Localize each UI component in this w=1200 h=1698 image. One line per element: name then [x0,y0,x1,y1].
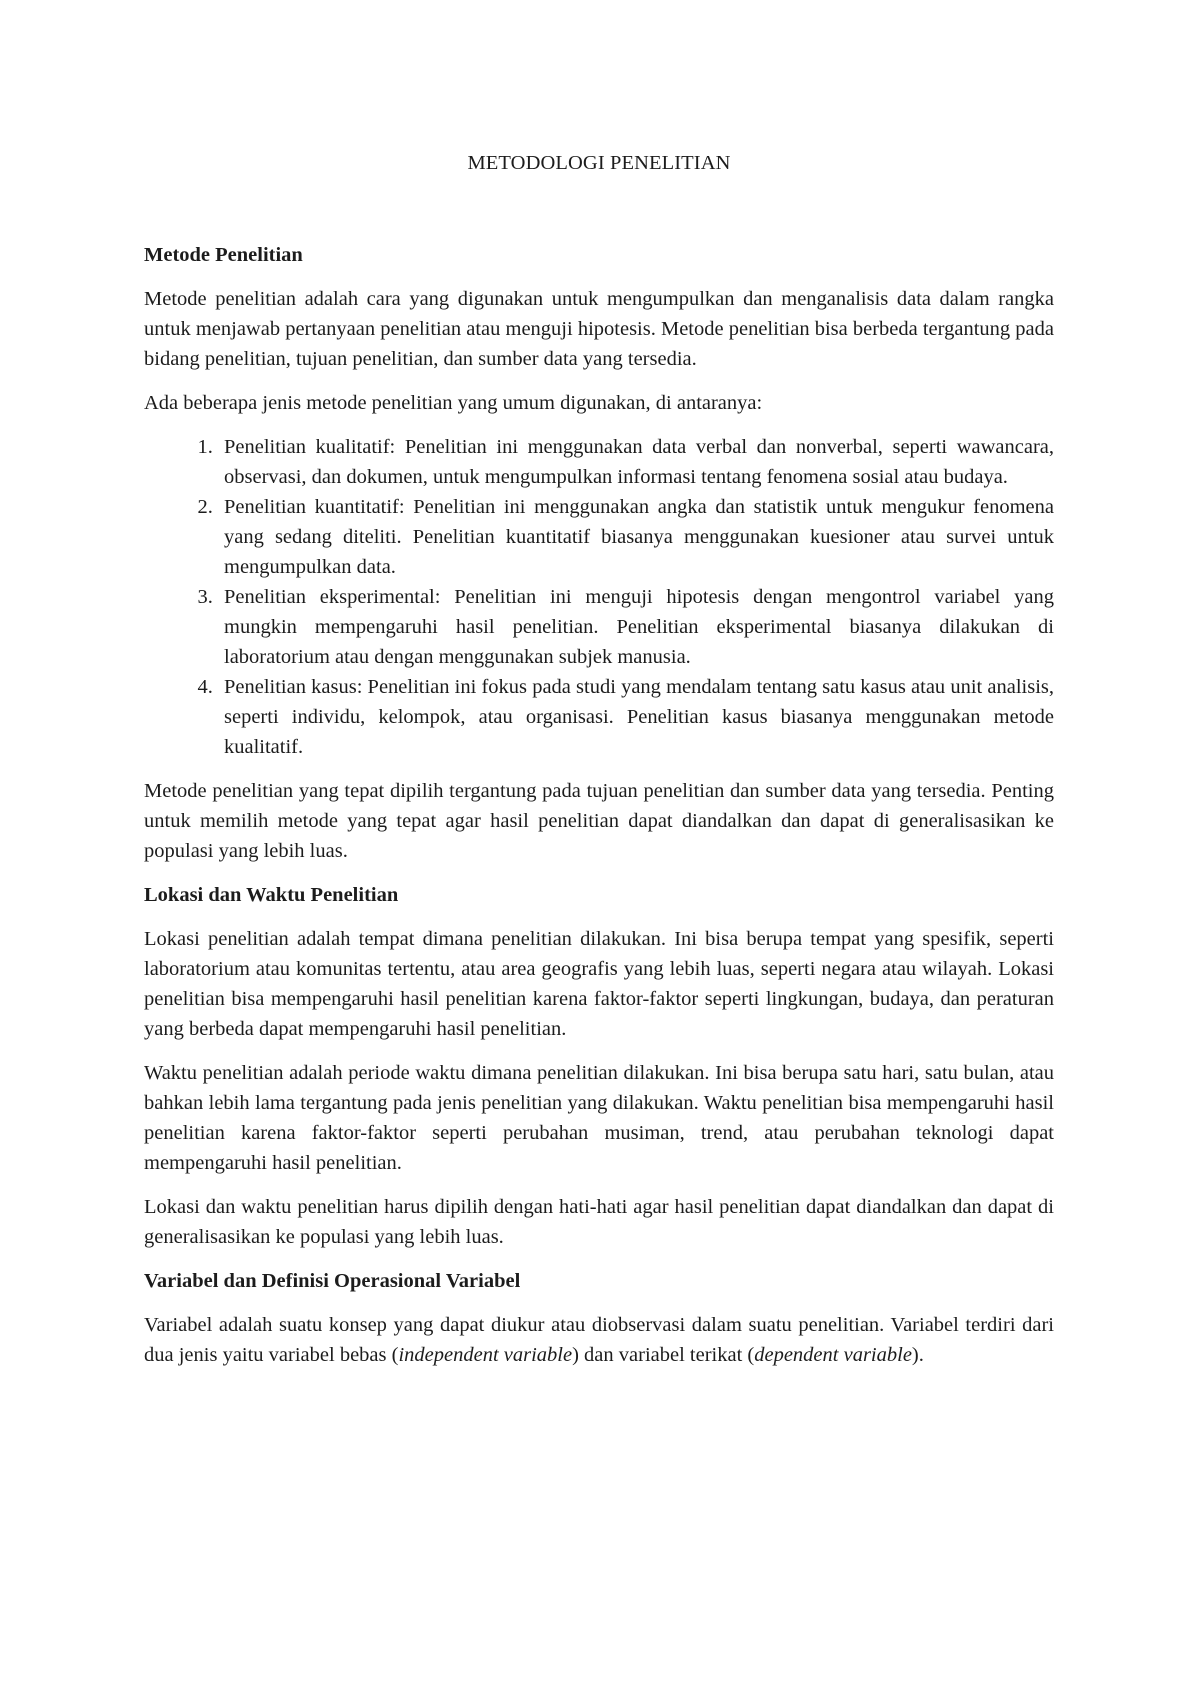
paragraph: Lokasi penelitian adalah tempat dimana penelitian dilakukan. Ini bisa berupa tempat yang spesifik, seperti laboratorium atau komunitas tertentu, atau area geografis yang lebih luas, seperti negara atau wilayah. Lokasi penelitian bisa mempengaruhi hasil penelitian karena faktor-faktor seperti lingkungan, budaya, dan peraturan yang berbeda dapat mempengaruhi hasil penelitian. [144,928,1054,1040]
list-item: 1. Penelitian kualitatif: Penelitian ini menggunakan data verbal dan nonverbal, seperti wawancara, observasi, dan dokumen, untuk mengumpulkan informasi tentang fenomena sosial atau budaya. [218,432,1054,492]
section-heading-metode: Metode Penelitian [144,244,303,266]
text-run: Variabel adalah suatu konsep yang dapat diukur atau diobservasi dalam suatu penelitian. Variabel terdiri dari dua jenis yaitu variabel bebas ( [144,1314,1054,1366]
document-content [144,148,1054,1384]
paragraph [144,1310,1054,1370]
paragraph: Ada beberapa jenis metode penelitian yang umum digunakan, di antaranya: [144,392,763,414]
list-item: 4. Penelitian kasus: Penelitian ini fokus pada studi yang mendalam tentang satu kasus atau unit analisis, seperti individu, kelompok, atau organisasi. Penelitian kasus biasanya menggunakan metode kualitatif. [218,672,1054,762]
text-run: ) dan variabel terikat ( [572,1344,755,1366]
italic-term: dependent variable [754,1344,912,1366]
list-item: 3. Penelitian eksperimental: Penelitian ini menguji hipotesis dengan mengontrol variabel yang mungkin mempengaruhi hasil penelitian. Penelitian eksperimental biasanya dilakukan di laboratorium atau dengan menggunakan subjek manusia. [218,582,1054,672]
document-title: METODOLOGI PENELITIAN [467,152,731,174]
list-item: 2. Penelitian kuantitatif: Penelitian ini menggunakan angka dan statistik untuk mengukur fenomena yang sedang diteliti. Penelitian kuantitatif biasanya menggunakan kuesioner atau survei untuk mengumpulkan data. [218,492,1054,582]
section-heading-lokasi: Lokasi dan Waktu Penelitian [144,884,399,906]
text-run: ). [911,1344,924,1366]
section-heading-variabel: Variabel dan Definisi Operasional Variabel [144,1270,521,1292]
paragraph: Metode penelitian adalah cara yang digunakan untuk mengumpulkan dan menganalisis data dalam rangka untuk menjawab pertanyaan penelitian atau menguji hipotesis. Metode penelitian bisa berbeda tergantung pada bidang penelitian, tujuan penelitian, dan sumber data yang tersedia. [144,288,1054,370]
paragraph: Waktu penelitian adalah periode waktu dimana penelitian dilakukan. Ini bisa berupa satu hari, satu bulan, atau bahkan lebih lama tergantung pada jenis penelitian yang dilakukan. Waktu penelitian bisa mempengaruhi hasil penelitian karena faktor-faktor seperti perubahan musiman, trend, atau perubahan teknologi dapat mempengaruhi hasil penelitian. [144,1062,1054,1174]
paragraph: Lokasi dan waktu penelitian harus dipilih dengan hati-hati agar hasil penelitian dapat diandalkan dan dapat di generalisasikan ke populasi yang lebih luas. [144,1196,1054,1248]
italic-term: independent variable [398,1344,573,1366]
paragraph: Metode penelitian yang tepat dipilih tergantung pada tujuan penelitian dan sumber data yang tersedia. Penting untuk memilih metode yang tepat agar hasil penelitian dapat diandalkan dan dapat di generalisasikan ke populasi yang lebih luas. [144,780,1054,862]
method-list [144,432,1054,762]
